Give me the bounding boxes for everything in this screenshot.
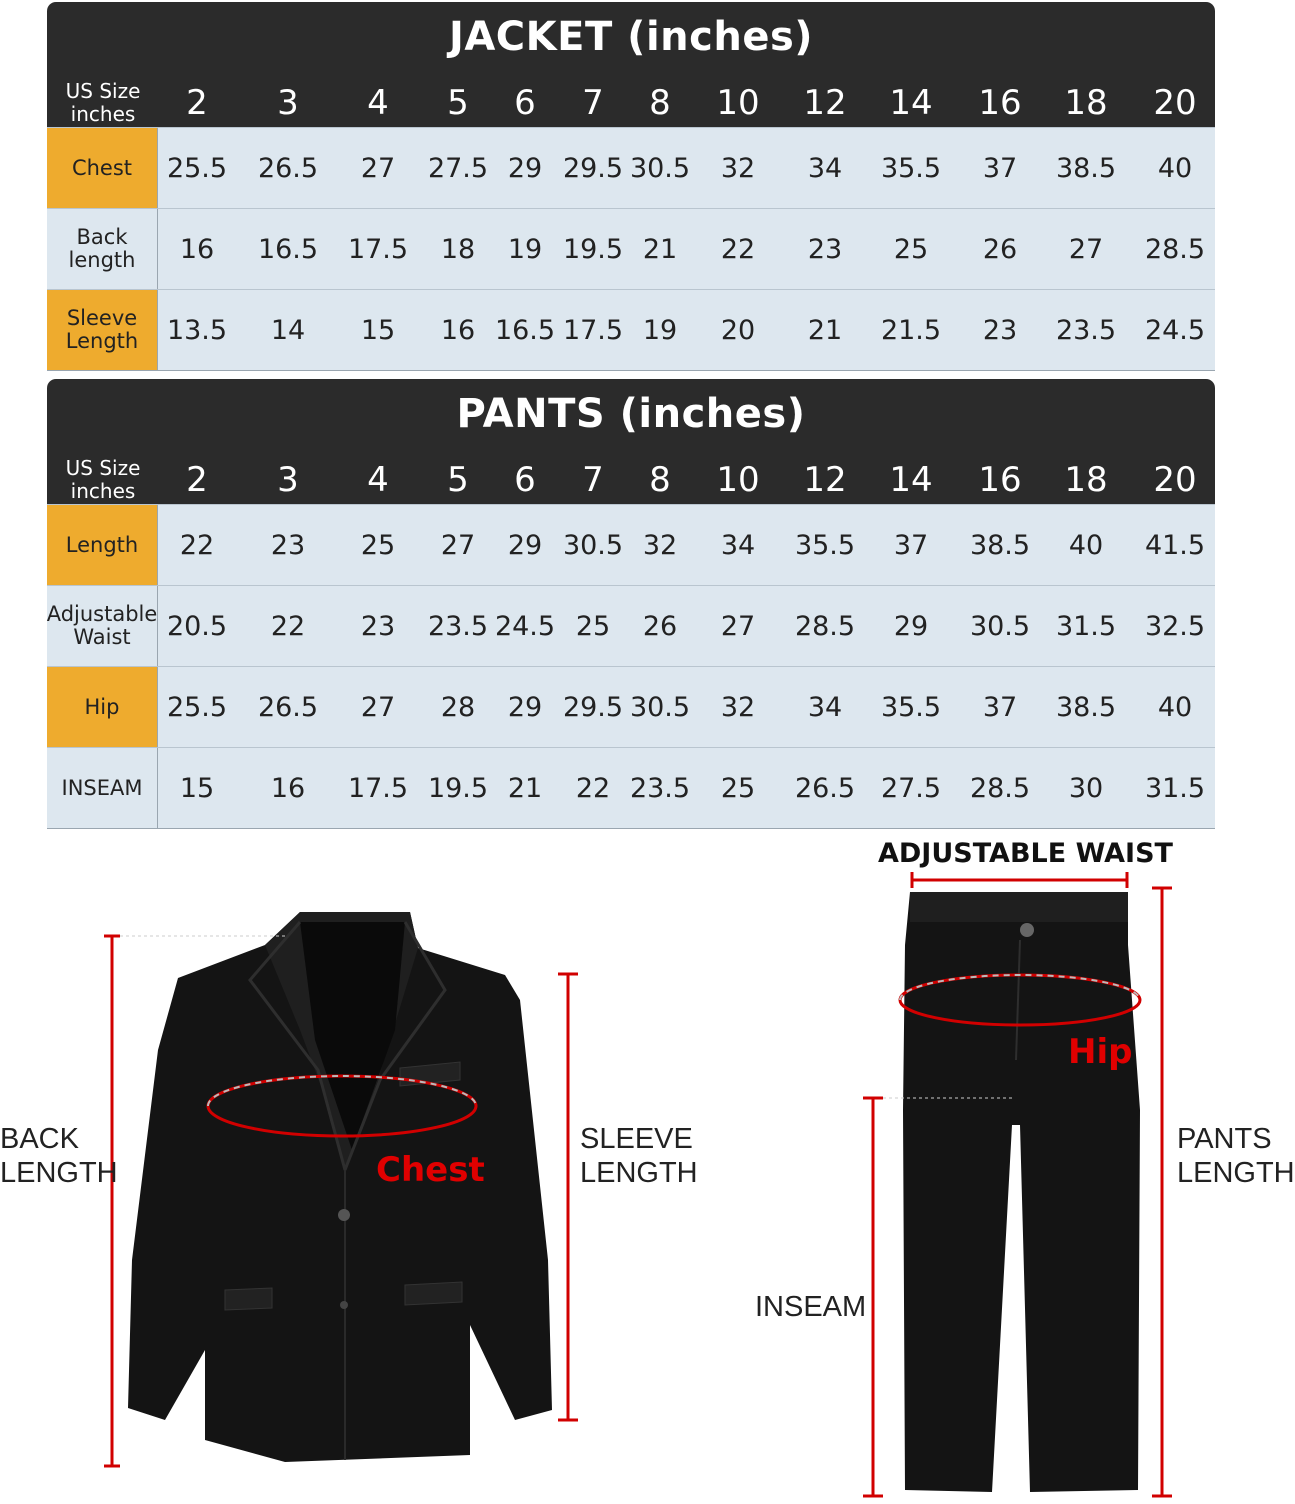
table-cell: 29.5 [562,152,624,184]
row-label: Hip [47,667,158,747]
size-header: 18 [1064,460,1108,500]
row-label: Sleeve Length [47,290,158,370]
adjustable-waist-label: ADJUSTABLE WAIST [878,838,1173,869]
table-cell: 22 [575,772,611,804]
table-cell: 27 [360,691,396,723]
table-cell: 20.5 [166,610,228,642]
measurement-diagram [0,830,1295,1500]
table-cell: 27 [360,152,396,184]
table-cell: 32 [720,691,756,723]
table-cell: 27 [1068,233,1104,265]
size-label-line: inches [70,102,136,126]
table-cell: 40 [1157,152,1193,184]
table-cell: 29 [507,691,543,723]
table-cell: 16.5 [494,314,556,346]
table-row [47,585,1215,666]
table-cell: 32.5 [1144,610,1206,642]
size-label-line: inches [70,479,136,503]
jacket-illustration [128,912,552,1462]
table-cell: 23 [360,610,396,642]
table-cell: 25 [893,233,929,265]
table-cell: 37 [982,152,1018,184]
inseam-label: INSEAM [755,1291,867,1323]
size-header: 18 [1064,83,1108,123]
pants-table-title: PANTS (inches) [456,391,806,437]
back-length-line: LENGTH [0,1157,118,1189]
table-cell: 29 [893,610,929,642]
table-cell: 28.5 [794,610,856,642]
size-header: 4 [367,83,389,123]
table-cell: 23 [982,314,1018,346]
table-cell: 23 [270,529,306,561]
table-cell: 21.5 [880,314,942,346]
table-cell: 24.5 [1144,314,1206,346]
table-cell: 22 [270,610,306,642]
jacket-table-title: JACKET (inches) [448,14,814,60]
table-cell: 13.5 [166,314,228,346]
table-cell: 16 [270,772,306,804]
table-cell: 25 [360,529,396,561]
sleeve-length-marker [558,974,578,1420]
table-cell: 28.5 [1144,233,1206,265]
table-cell: 28 [440,691,476,723]
table-cell: 21 [642,233,678,265]
table-cell: 30.5 [969,610,1031,642]
table-row [47,666,1215,747]
size-header: 8 [649,460,671,500]
size-header: 20 [1153,460,1197,500]
table-cell: 35.5 [794,529,856,561]
size-header: 7 [582,83,604,123]
table-cell: 19 [642,314,678,346]
waist-marker [912,872,1127,888]
table-row [47,289,1215,370]
table-cell: 16 [179,233,215,265]
size-header: 12 [803,460,847,500]
size-header: 14 [889,83,933,123]
table-cell: 16.5 [257,233,319,265]
size-header: 5 [447,83,469,123]
table-row [47,208,1215,289]
size-header: 8 [649,83,671,123]
table-cell: 17.5 [347,772,409,804]
table-cell: 29.5 [562,691,624,723]
table-cell: 17.5 [347,233,409,265]
size-header: 14 [889,460,933,500]
table-cell: 15 [360,314,396,346]
pants-length-text [1177,1122,1295,1190]
table-cell: 38.5 [1055,691,1117,723]
size-header: 10 [716,460,760,500]
table-cell: 18 [440,233,476,265]
size-header: 3 [277,83,299,123]
pants-length-line: LENGTH [1177,1157,1295,1189]
size-header: 4 [367,460,389,500]
pants-length-marker [1152,888,1172,1496]
pants-illustration [900,892,1140,1492]
table-cell: 37 [893,529,929,561]
table-cell: 23 [807,233,843,265]
size-header: 20 [1153,83,1197,123]
size-label-line: US Size [65,456,141,480]
table-cell: 32 [720,152,756,184]
sleeve-length-line: LENGTH [580,1157,698,1189]
table-cell: 25 [575,610,611,642]
table-cell: 23.5 [427,610,489,642]
sleeve-length-line: SLEEVE [580,1123,693,1155]
hip-label: Hip [1068,1032,1133,1072]
table-cell: 23.5 [629,772,691,804]
table-cell: 28.5 [969,772,1031,804]
table-cell: 26.5 [794,772,856,804]
back-length-text [0,1122,118,1190]
size-header: 5 [447,460,469,500]
jacket-size-table [47,2,1215,371]
row-label: Length [47,505,158,585]
table-cell: 35.5 [880,152,942,184]
table-cell: 22 [179,529,215,561]
table-cell: 40 [1068,529,1104,561]
size-header: 16 [978,83,1022,123]
sleeve-length-text [580,1122,698,1190]
jacket-table-header [47,2,1215,127]
size-header: 2 [186,83,208,123]
table-cell: 27 [440,529,476,561]
table-cell: 22 [720,233,756,265]
table-cell: 21 [807,314,843,346]
table-cell: 19 [507,233,543,265]
table-cell: 27.5 [427,152,489,184]
table-cell: 29 [507,152,543,184]
jacket-size-label [47,78,159,128]
size-header: 6 [514,460,536,500]
table-cell: 25 [720,772,756,804]
table-cell: 17.5 [562,314,624,346]
back-length-line: BACK [0,1123,79,1155]
table-cell: 24.5 [494,610,556,642]
table-cell: 27.5 [880,772,942,804]
table-cell: 34 [720,529,756,561]
size-header: 3 [277,460,299,500]
row-label: Back length [47,209,158,289]
row-label: Adjustable Waist [47,586,158,666]
table-cell: 34 [807,691,843,723]
pants-size-label [47,455,159,505]
table-cell: 19.5 [427,772,489,804]
table-cell: 29 [507,529,543,561]
size-header: 6 [514,83,536,123]
table-cell: 41.5 [1144,529,1206,561]
table-cell: 21 [507,772,543,804]
table-cell: 26.5 [257,691,319,723]
pants-table-header [47,379,1215,504]
table-cell: 40 [1157,691,1193,723]
size-header: 12 [803,83,847,123]
table-cell: 14 [270,314,306,346]
table-cell: 38.5 [969,529,1031,561]
table-cell: 30.5 [629,691,691,723]
table-cell: 37 [982,691,1018,723]
row-label: Chest [47,128,158,208]
pants-length-line: PANTS [1177,1123,1272,1155]
table-cell: 31.5 [1055,610,1117,642]
table-cell: 30.5 [629,152,691,184]
table-cell: 31.5 [1144,772,1206,804]
table-cell: 27 [720,610,756,642]
table-cell: 26.5 [257,152,319,184]
table-cell: 20 [720,314,756,346]
table-cell: 26 [982,233,1018,265]
table-cell: 32 [642,529,678,561]
table-cell: 15 [179,772,215,804]
table-cell: 34 [807,152,843,184]
table-cell: 26 [642,610,678,642]
table-cell: 16 [440,314,476,346]
size-label-line: US Size [65,79,141,103]
table-cell: 38.5 [1055,152,1117,184]
chest-label: Chest [376,1150,485,1190]
table-row [47,504,1215,585]
table-cell: 19.5 [562,233,624,265]
size-header: 16 [978,460,1022,500]
table-cell: 25.5 [166,152,228,184]
table-row [47,747,1215,828]
table-cell: 35.5 [880,691,942,723]
table-cell: 23.5 [1055,314,1117,346]
row-label: INSEAM [47,748,158,828]
size-header: 2 [186,460,208,500]
size-header: 7 [582,460,604,500]
pants-size-table [47,379,1215,829]
size-header: 10 [716,83,760,123]
table-cell: 30 [1068,772,1104,804]
table-cell: 30.5 [562,529,624,561]
table-cell: 25.5 [166,691,228,723]
table-row [47,127,1215,208]
